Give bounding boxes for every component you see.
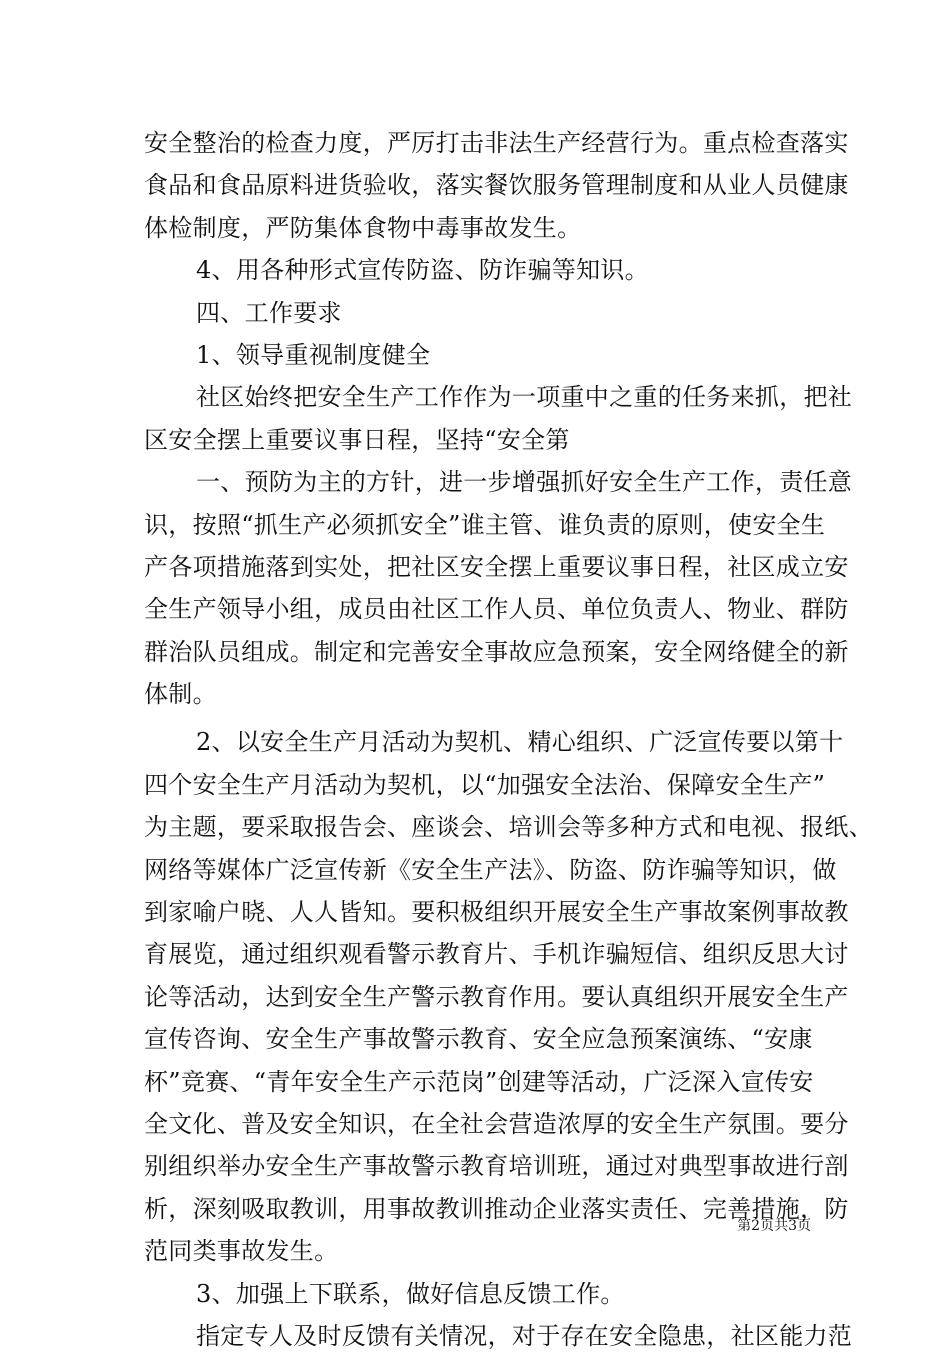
text-line: 全文化、普及安全知识，在全社会营造浓厚的安全生产氛围。要分 bbox=[144, 1109, 849, 1138]
text-line: 一、预防为主的方针，进一步增强抓好安全生产工作，责任意 bbox=[196, 468, 853, 497]
page-number: 第2页共3页 bbox=[737, 1218, 811, 1234]
text-line: 到家喻户晓、人人皆知。要积极组织开展安全生产事故案例事故教 bbox=[144, 898, 849, 927]
text-line: 四、工作要求 bbox=[196, 298, 342, 327]
text-line: 别组织举办安全生产事故警示教育培训班，通过对典型事故进行剖 bbox=[144, 1152, 849, 1181]
text-line: 论等活动，达到安全生产警示教育作用。要认真组织开展安全生产 bbox=[144, 982, 849, 1011]
text-line: 四个安全生产月活动为契机，以“加强安全法治、保障安全生产” bbox=[144, 770, 826, 799]
text-line: 全生产领导小组，成员由社区工作人员、单位负责人、物业、群防 bbox=[144, 595, 849, 624]
text-line: 范同类事故发生。 bbox=[144, 1237, 339, 1266]
text-line: 社区始终把安全生产工作作为一项重中之重的任务来抓，把社 bbox=[196, 383, 853, 412]
text-line: 网络等媒体广泛宣传新《安全生产法》、防盗、防诈骗等知识，做 bbox=[144, 855, 837, 884]
text-line: 1、领导重视制度健全 bbox=[196, 340, 431, 369]
text-line: 为主题，要采取报告会、座谈会、培训会等多种方式和电视、报纸、 bbox=[144, 813, 873, 842]
document-body bbox=[144, 122, 873, 1357]
text-line: 育展览，通过组织观看警示教育片、手机诈骗短信、组织反思大讨 bbox=[144, 940, 849, 969]
text-line: 群治队员组成。制定和完善安全事故应急预案，安全网络健全的新 bbox=[144, 637, 849, 666]
text-line: 体检制度，严防集体食物中毒事故发生。 bbox=[144, 213, 582, 242]
text-line: 识，按照“抓生产必须抓安全”谁主管、谁负责的原则，使安全生 bbox=[144, 510, 826, 539]
text-line: 安全整治的检查力度，严厉打击非法生产经营行为。重点检查落实 bbox=[144, 129, 849, 157]
text-line: 2、以安全生产月活动为契机、精心组织、广泛宣传要以第十 bbox=[196, 728, 844, 757]
text-line: 指定专人及时反馈有关情况，对于存在安全隐患，社区能力范 bbox=[196, 1321, 853, 1350]
text-line: 体制。 bbox=[144, 680, 217, 709]
text-line: 产各项措施落到实处，把社区安全摆上重要议事日程，社区成立安 bbox=[144, 552, 849, 581]
text-line: 食品和食品原料进货验收，落实餐饮服务管理制度和从业人员健康 bbox=[144, 171, 849, 200]
text-line: 杯”竞赛、“青年安全生产示范岗”创建等活动，广泛深入宣传安 bbox=[144, 1067, 814, 1096]
text-line: 区安全摆上重要议事日程，坚持“安全第 bbox=[144, 425, 570, 454]
text-line: 析，深刻吸取教训，用事故教训推动企业落实责任、完善措施，防 bbox=[144, 1194, 849, 1223]
text-line: 3、加强上下联系，做好信息反馈工作。 bbox=[196, 1279, 625, 1308]
text-line: 4、用各种形式宣传防盗、防诈骗等知识。 bbox=[196, 256, 649, 285]
text-line: 宣传咨询、安全生产事故警示教育、安全应急预案演练、“安康 bbox=[144, 1025, 813, 1054]
